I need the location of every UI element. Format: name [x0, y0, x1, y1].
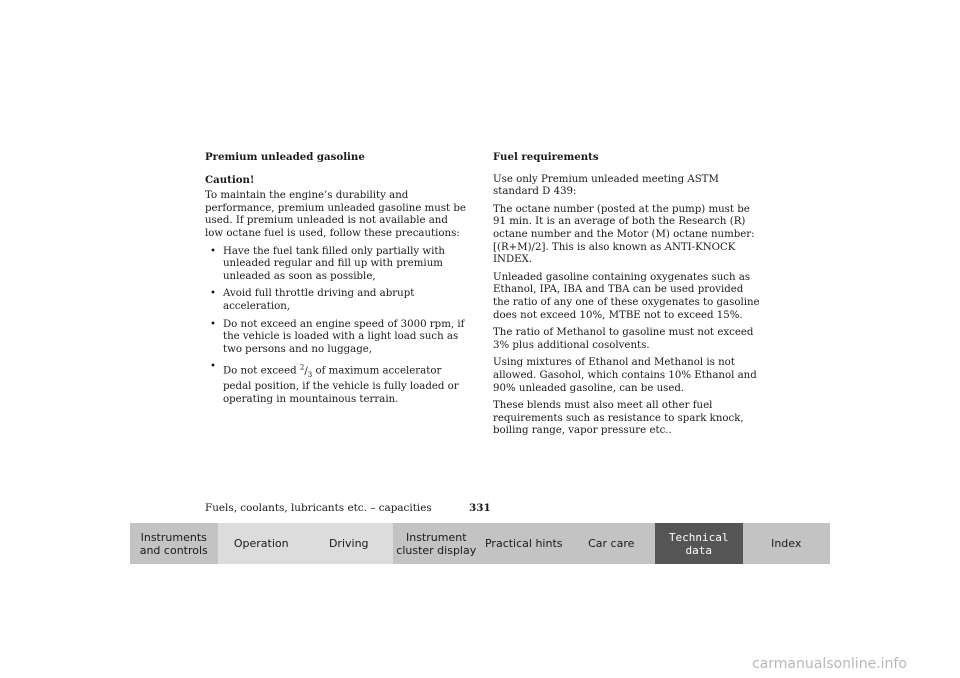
- right-column: [493, 151, 761, 443]
- tab-practical-hints[interactable]: Practical hints: [480, 523, 568, 564]
- section-heading-fuel-requirements: Fuel requirements: [493, 151, 599, 163]
- list-item: • Have the fuel tank filled only partially with unleaded regular and fill up with premium unleaded as soon as possible,: [210, 245, 445, 282]
- watermark: carmanualsonline.info: [752, 656, 907, 672]
- tab-driving[interactable]: Driving: [305, 523, 393, 564]
- precaution-list: [205, 246, 467, 407]
- paragraph: These blends must also meet all other fuel requirements such as resistance to spark knock, boiling range, vapor pressure etc..: [493, 400, 744, 437]
- bullet-icon: •: [210, 245, 217, 257]
- tab-instrument-cluster[interactable]: Instrument cluster display: [393, 523, 481, 564]
- caution-label: Caution!: [205, 173, 255, 186]
- bullet-icon: •: [210, 361, 217, 373]
- list-item: • Do not exceed an engine speed of 3000 rpm, if the vehicle is loaded with a light load such as two persons and no luggage,: [210, 318, 465, 355]
- bullet-icon: •: [210, 318, 217, 330]
- left-column: [205, 151, 467, 412]
- tab-index[interactable]: Index: [743, 523, 831, 564]
- paragraph: The ratio of Methanol to gasoline must not exceed 3% plus additional cosolvents.: [493, 327, 754, 351]
- section-heading-premium: Premium unleaded gasoline: [205, 151, 365, 163]
- list-item: • Avoid full throttle driving and abrupt acceleration,: [210, 288, 415, 312]
- bullet-icon: •: [210, 288, 217, 300]
- tab-technical-data[interactable]: Technical data: [655, 523, 743, 564]
- paragraph: Using mixtures of Ethanol and Methanol is not allowed. Gasohol, which contains 10% Ethanol and 90% unleaded gasoline, can be used.: [493, 357, 757, 394]
- list-item: • Do not exceed $^2/_3$ of maximum accelerator pedal position, if the vehicle is fully loaded or operating in mountainous terrain.: [210, 361, 459, 405]
- tab-instruments-controls[interactable]: Instruments and controls: [130, 523, 218, 564]
- fraction: $^2/_3$: [299, 363, 313, 379]
- paragraph: The octane number (posted at the pump) must be 91 min. It is an average of both the Research (R) octane number and the Motor (M) octane number: [(R+M)/2]. This is also known as ANTI-KNOCK INDEX.: [493, 203, 755, 266]
- page-number: 331: [469, 502, 491, 514]
- tab-car-care[interactable]: Car care: [568, 523, 656, 564]
- footer-section-title: Fuels, coolants, lubricants etc. – capacities: [205, 502, 432, 514]
- paragraph: Unleaded gasoline containing oxygenates such as Ethanol, IPA, IBA and TBA can be used provided the ratio of any one of these oxygenates to gasoline does not exceed 10%, MTBE not to exceed 15%.: [493, 271, 760, 321]
- caution-intro: To maintain the engine’s durability and performance, premium unleaded gasoline must be used. If premium unleaded is not available and low octane fuel is used, follow these precautions:: [205, 190, 466, 239]
- tab-operation[interactable]: Operation: [218, 523, 306, 564]
- paragraph: Use only Premium unleaded meeting ASTM standard D 439:: [493, 173, 719, 198]
- chapter-nav: [130, 523, 830, 564]
